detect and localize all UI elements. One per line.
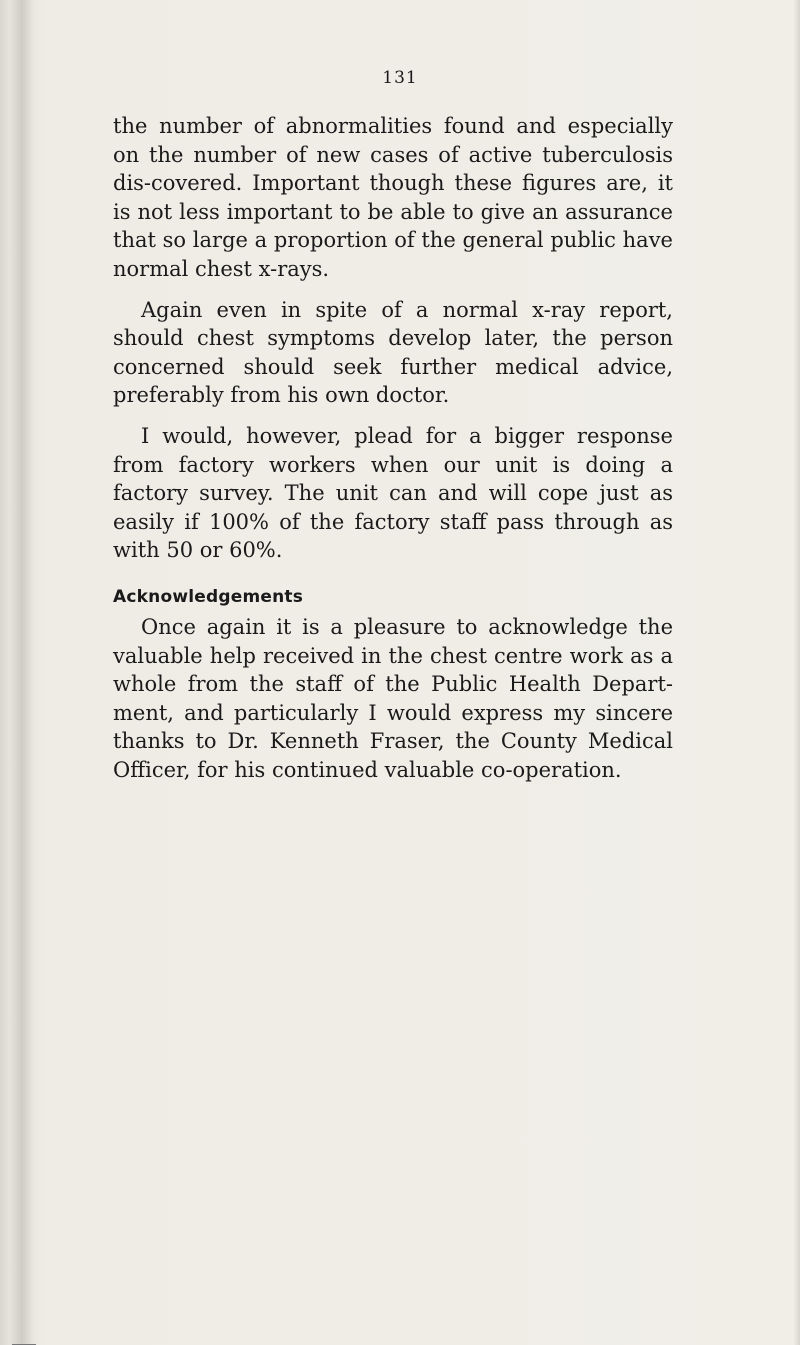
page-number: 131 (382, 68, 418, 88)
paragraph-continuation: the number of abnormalities found and especially on the number of new cases of active tuberculosis dis-covered. Important though these figures are, it is not less important to be able to give an assurance that so large a proportion of the general public have normal chest x-rays. (113, 114, 673, 281)
page-edge-shadow (794, 0, 800, 1345)
paragraph-factory-survey: I would, however, plead for a bigger response from factory workers when our unit is doing a factory survey. The unit can and will cope just as easily if 100% of the factory staff pass through as with 50 or 60%. (113, 423, 673, 563)
paragraph-medical-advice: Again even in spite of a normal x-ray report, should chest symptoms develop later, the person concerned should seek further medical advice, preferably from his own doctor. (113, 297, 673, 408)
body-text (113, 112, 673, 796)
paragraph-acknowledgements: Once again it is a pleasure to acknowledge the valuable help received in the chest centre work as a whole from the staff of the Public Health Depart-ment, and particularly I would express my sincere thanks to Dr. Kenneth Fraser, the County Medical Officer, for his continued valuable co-operation. (113, 614, 673, 782)
section-heading-acknowledgements: Acknowledgements (113, 586, 304, 607)
